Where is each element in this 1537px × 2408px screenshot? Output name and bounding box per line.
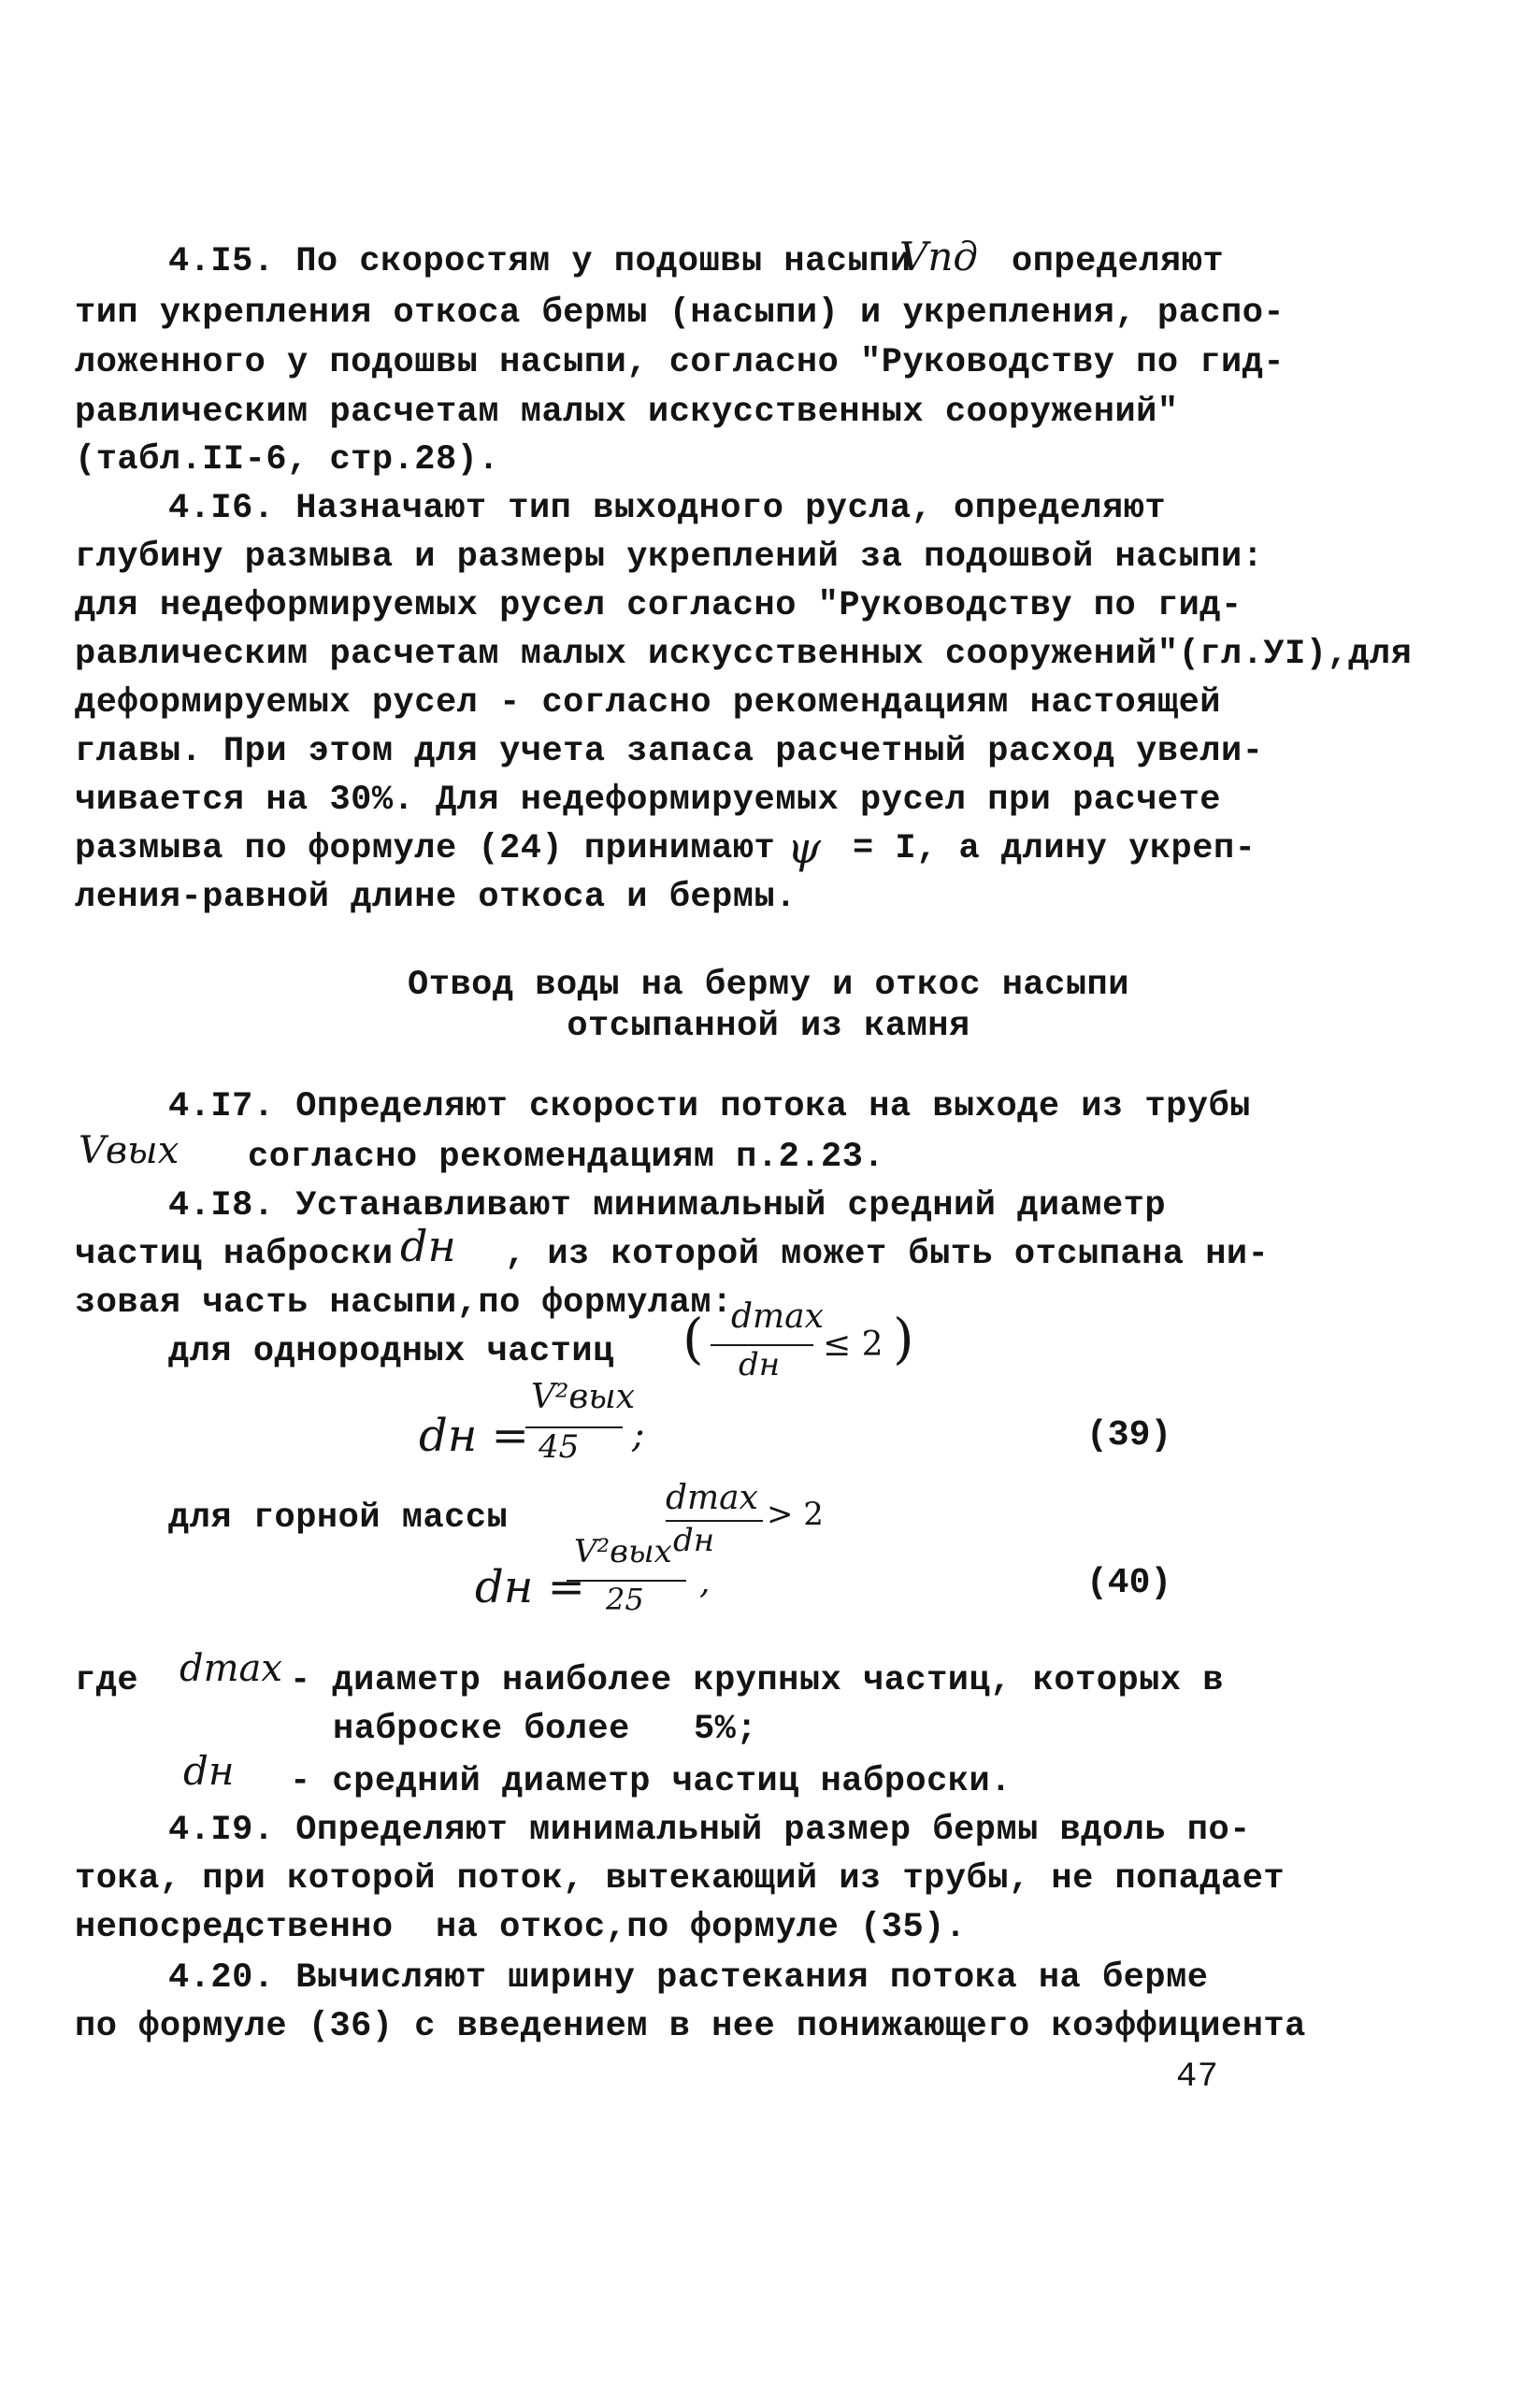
- p415-line-1a: 4.I5. По скоростям у подошвы насыпи: [168, 242, 912, 281]
- cond2-numerator: dmax: [666, 1479, 758, 1517]
- psi-symbol: ψ: [787, 823, 822, 873]
- cond1-numerator: dmax: [731, 1297, 824, 1336]
- p419-line-3: непосредственно на откос,по формуле (35).: [75, 1908, 967, 1947]
- p416-line-8b: = I, а длину укреп-: [853, 829, 1257, 868]
- var-v-vyh: Vвых: [79, 1129, 180, 1172]
- eq40-lhs: dн =: [475, 1561, 585, 1613]
- p415-line-5: (табл.II-6, стр.28).: [75, 440, 500, 480]
- p416-line-6: главы. При этом для учета запаса расчетный расход увели-: [75, 732, 1264, 771]
- eq39-number: (39): [1086, 1415, 1172, 1455]
- p415-line-4: равлическим расчетам малых искусственных сооружений": [75, 393, 1179, 432]
- p420-line-2: по формуле (36) с введением в нее понижающего коэффициента: [75, 2007, 1306, 2046]
- p416-line-7: чивается на 30%. Для недеформируемых русел при расчете: [75, 781, 1221, 820]
- eq40-number: (40): [1086, 1563, 1172, 1603]
- p416-line-9: ления-равной длине откоса и бермы.: [75, 878, 797, 917]
- where-def-1b: наброске более 5%;: [333, 1710, 758, 1749]
- cond1-relation: ≤ 2: [823, 1326, 883, 1364]
- p419-line-1: 4.I9. Определяют минимальный размер бермы вдоль по-: [168, 1811, 1251, 1850]
- cond2-denominator: dн: [673, 1522, 715, 1559]
- cond1-paren-open: (: [682, 1307, 704, 1370]
- eq39-denominator: 45: [539, 1428, 580, 1466]
- eq40-numerator: V²вых: [574, 1533, 672, 1570]
- eq40-end: ,: [699, 1563, 711, 1601]
- p416-line-8a: размыва по формуле (24) принимают: [75, 829, 776, 868]
- p419-line-2: тока, при которой поток, вытекающий из трубы, не попадает: [75, 1859, 1286, 1899]
- p415-line-3: ложенного у подошвы насыпи, согласно "Руководству по гид-: [75, 343, 1286, 382]
- p416-line-5: деформируемых русел - согласно рекомендациям настоящей: [75, 683, 1221, 723]
- p418-line-5: для горной массы: [168, 1498, 509, 1538]
- p418-line-1: 4.I8. Устанавливают минимальный средний диаметр: [168, 1186, 1167, 1226]
- eq39-lhs: dн =: [419, 1410, 529, 1462]
- var-v-pd: Vпд: [899, 234, 978, 280]
- page-number: 47: [1176, 2057, 1219, 2097]
- var-d-n: dн: [400, 1221, 456, 1271]
- where-label: где: [75, 1661, 139, 1700]
- p416-line-3: для недеформируемых русел согласно "Руководству по гид-: [75, 586, 1243, 625]
- where-symbol-dmax: dmax: [180, 1647, 282, 1690]
- where-def-2: - средний диаметр частиц наброски.: [290, 1762, 1012, 1801]
- p418-line-4: для однородных частиц: [168, 1332, 614, 1371]
- p416-line-2: глубину размыва и размеры укреплений за подошвой насыпи:: [75, 538, 1264, 577]
- cond1-paren-close: ): [893, 1307, 914, 1370]
- where-def-1a: - диаметр наиболее крупных частиц, которых в: [290, 1661, 1224, 1700]
- p418-line-2a: частиц наброски: [75, 1235, 394, 1274]
- p417-line-2: согласно рекомендациям п.2.23.: [248, 1138, 885, 1177]
- p420-line-1: 4.20. Вычисляют ширину растекания потока на берме: [168, 1958, 1209, 1998]
- p417-line-1: 4.I7. Определяют скорости потока на выходе из трубы: [168, 1087, 1251, 1126]
- cond2-relation: > 2: [767, 1496, 824, 1533]
- section-heading-line-1: Отвод воды на берму и откос насыпи: [408, 966, 1129, 1005]
- where-symbol-dn: dн: [183, 1748, 235, 1794]
- cond1-denominator: dн: [739, 1346, 781, 1383]
- p418-line-2b: , из которой может быть отсыпана ни-: [505, 1235, 1270, 1274]
- section-heading-line-2: отсыпанной из камня: [567, 1007, 970, 1046]
- p415-line-1b: определяют: [1012, 242, 1225, 281]
- eq40-denominator: 25: [606, 1582, 644, 1617]
- eq39-numerator: V²вых: [531, 1378, 636, 1416]
- eq39-end: ;: [632, 1413, 645, 1456]
- p416-line-1: 4.I6. Назначают тип выходного русла, определяют: [168, 489, 1167, 528]
- p415-line-2: тип укрепления откоса бермы (насыпи) и укрепления, распо-: [75, 294, 1286, 333]
- p416-line-4: равлическим расчетам малых искусственных сооружений"(гл.УI),для: [75, 635, 1413, 674]
- p418-line-3: зовая часть насыпи,по формулам:: [75, 1283, 733, 1323]
